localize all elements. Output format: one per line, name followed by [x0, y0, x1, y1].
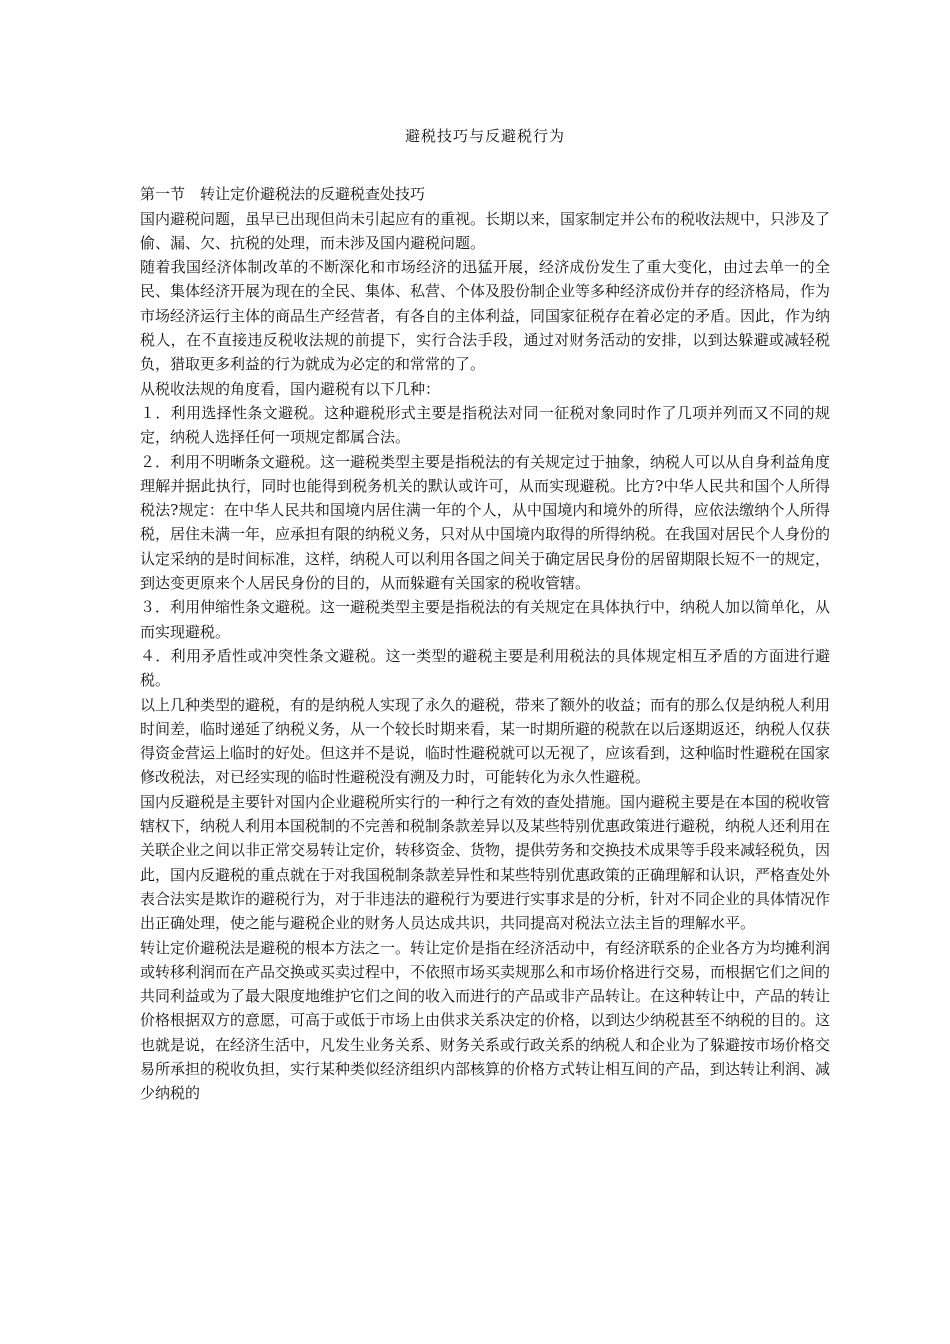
paragraph-transfer-pricing: 转让定价避税法是避税的根本方法之一。转让定价是指在经济活动中，有经济联系的企业各方为均摊利润或转移利润而在产品交换或买卖过程中，不依照市场买卖规那么和市场价格进行交易，而根据它们之间的共同利益或为了最大限度地维护它们之间的收入而进行的产品或非产品转让。在这种转让中，产品的转让价格根据双方的意愿，可高于或低于市场上由供求关系决定的价格，以到达少纳税甚至不纳税的目的。这也就是说，在经济生活中，凡发生业务关系、财务关系或行政关系的纳税人和企业为了躲避按市场价格交易所承担的税收负担，实行某种类似经济组织内部核算的价格方式转让相互间的产品，到达转让利润、减少纳税的	[140, 938, 831, 1103]
section-heading: 第一节 转让定价避税法的反避税查处技巧	[140, 185, 426, 204]
document-page	[140, 124, 830, 1106]
paragraph-anti-avoidance: 国内反避税是主要针对国内企业避税所实行的一种行之有效的查处措施。国内避税主要是在本国的税收管辖权下，纳税人利用本国税制的不完善和税制条款差异以及某些特别优惠政策进行避税，纳税人还利用在关联企业之间以非正常交易转让定价，转移资金、货物，提供劳务和交换技术成果等手段来减轻税负，因此，国内反避税的重点就在于对我国税制条款差异性和某些特别优惠政策的正确理解和认识，严格查处外表合法实是欺诈的避税行为，对于非违法的避税行为要进行实事求是的分析，针对不同企业的具体情况作出正确处理，使之能与避税企业的财务人员达成共识，共同提高对税法立法主旨的理解水平。	[140, 792, 831, 933]
paragraph-type-1: １．利用选择性条文避税。这种避税形式主要是指税法对同一征税对象同时作了几项并列而又不同的规定，纳税人选择任何一项规定都属合法。	[140, 403, 830, 447]
document-title: 避税技巧与反避税行为	[404, 127, 565, 145]
paragraph-type-2: ２．利用不明晰条文避税。这一避税类型主要是指税法的有关规定过于抽象，纳税人可以从自身利益角度理解并据此执行，同时也能得到税务机关的默认或许可，从而实现避税。比方?中华人民共和国个人所得税法?规定：在中华人民共和国境内居住满一年的个人，从中国境内和境外的所得，应依法缴纳个人所得税，居住未满一年，应承担有限的纳税义务，只对从中国境内取得的所得纳税。在我国对居民个人身份的认定采纳的是时间标准，这样，纳税人可以利用各国之间关于确定居民身份的居留期限长短不一的规定，到达变更原来个人居民身份的目的，从而躲避有关国家的税收管辖。	[140, 452, 831, 593]
paragraph-types-heading: 从税收法规的角度看，国内避税有以下几种：	[140, 379, 441, 398]
paragraph-type-3: ３．利用伸缩性条文避税。这一避税类型主要是指税法的有关规定在具体执行中，纳税人加以简单化，从而实现避税。	[140, 598, 831, 641]
paragraph-type-4: ４．利用矛盾性或冲突性条文避税。这一类型的避税主要是利用税法的具体规定相互矛盾的方面进行避税。	[140, 646, 830, 690]
paragraph-background: 随着我国经济体制改革的不断深化和市场经济的迅猛开展，经济成份发生了重大变化，由过去单一的全民、集体经济开展为现在的全民、集体、私营、个体及股份制企业等多种经济成份并存的经济格局，作为市场经济运行主体的商品生产经营者，有各自的主体利益，同国家征税存在着必定的矛盾。因此，作为纳税人，在不直接违反税收法规的前提下，实行合法手段，通过对财务活动的安排，以到达躲避或减轻税负，猎取更多利益的行为就成为必定的和常常的了。	[140, 258, 831, 374]
paragraph-intro: 国内避税问题，虽早已出现但尚未引起应有的重视。长期以来，国家制定并公布的税收法规中，只涉及了偷、漏、欠、抗税的处理，而未涉及国内避税问题。	[140, 209, 831, 252]
document-body	[140, 207, 830, 1106]
paragraph-summary: 以上几种类型的避税，有的是纳税人实现了永久的避税，带来了额外的收益；而有的那么仅是纳税人利用时间差，临时递延了纳税义务，从一个较长时期来看，某一时期所避的税款在以后逐期返还，纳税人仅获得资金营运上临时的好处。但这并不是说，临时性避税就可以无视了，应该看到，这种临时性避税在国家修改税法，对已经实现的临时性避税没有溯及力时，可能转化为永久性避税。	[140, 695, 831, 787]
